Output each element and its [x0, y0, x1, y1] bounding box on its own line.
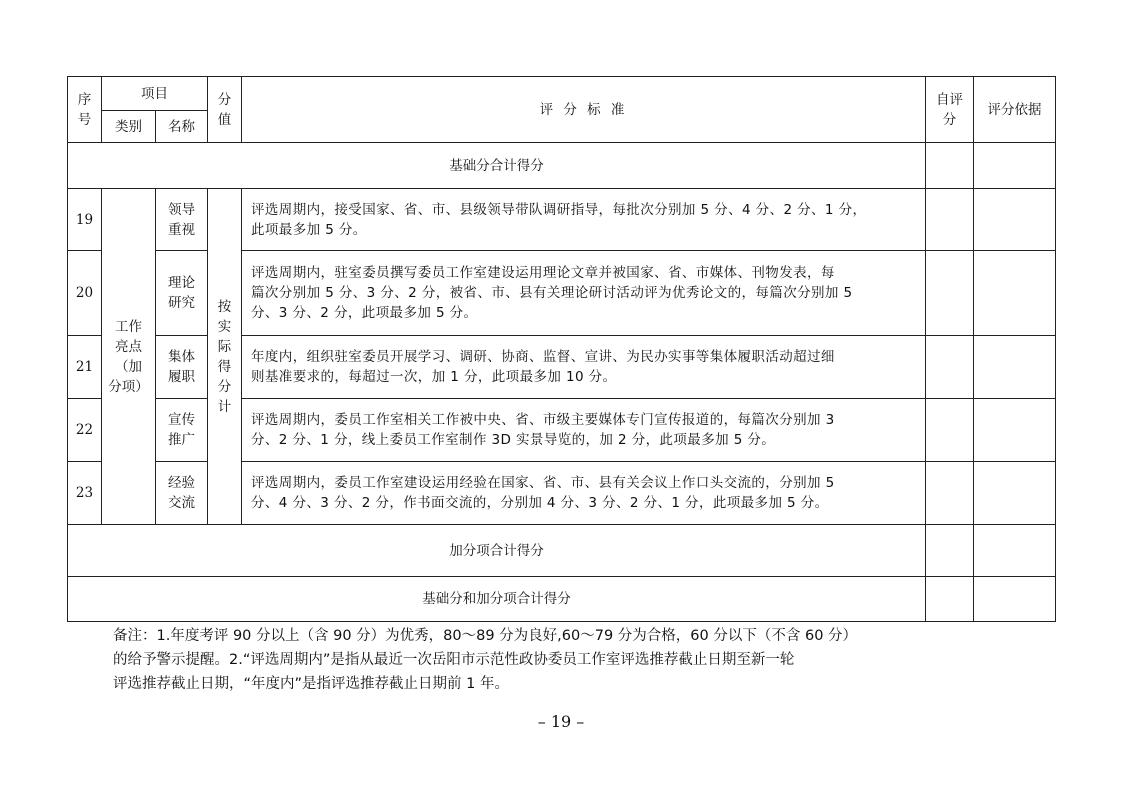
item-name	[156, 189, 208, 251]
item-name-line: 履职	[168, 369, 195, 385]
item-name	[156, 462, 208, 525]
header-seq-line-1: 序	[77, 91, 92, 108]
self-score-cell	[926, 143, 974, 189]
criteria-line: 分、3 分、2 分，此项最多加 5 分。	[251, 305, 478, 321]
header-basis: 评分依据	[974, 77, 1056, 143]
total-label: 基础分和加分项合计得分	[68, 577, 926, 622]
header-seq-line-2: 号	[77, 111, 92, 128]
criteria-line: 则基准要求的，每超过一次，加 1 分，此项最多加 10 分。	[251, 369, 617, 385]
row-number: 19	[68, 189, 102, 251]
header-score	[208, 77, 242, 143]
score-by-actual	[208, 189, 242, 525]
remark-line: 备注：1.年度考评 90 分以上（含 90 分）为优秀，80～89 分为良好,60～79 分为合格，60 分以下（不含 60 分）	[113, 628, 858, 644]
basis-cell	[974, 143, 1056, 189]
item-name	[156, 251, 208, 336]
subtotal-bonus-label: 加分项合计得分	[68, 525, 926, 577]
remark-line: 的给予警示提醒。2.“评选周期内”是指从最近一次岳阳市示范性政协委员工作室评选推荐截止日期至新一轮	[113, 652, 795, 668]
header-self-score-line-2: 分	[942, 111, 957, 128]
criteria-cell	[242, 462, 926, 525]
category-line: （加	[115, 358, 142, 375]
item-name	[156, 399, 208, 462]
row-number: 23	[68, 462, 102, 525]
category-line: 亮点	[115, 338, 142, 355]
criteria-cell	[242, 251, 926, 336]
criteria-cell	[242, 336, 926, 399]
item-name-line: 重视	[168, 221, 195, 238]
item-name-line: 集体	[168, 349, 195, 365]
self-score-cell	[926, 399, 974, 462]
score-line: 得	[217, 358, 232, 375]
remarks	[113, 624, 1033, 696]
category-line: 工作	[115, 318, 142, 335]
basis-cell	[974, 336, 1056, 399]
header-self-score	[926, 77, 974, 143]
basis-cell	[974, 462, 1056, 525]
remark-line: 评选推荐截止日期，“年度内”是指评选推荐截止日期前 1 年。	[113, 676, 509, 692]
criteria-line: 此项最多加 5 分。	[251, 221, 367, 238]
item-name-line: 经验	[168, 475, 195, 491]
criteria-line: 评选周期内，接受国家、省、市、县级领导带队调研指导，每批次分别加 5 分、4 分、2 分、1 分，	[251, 201, 867, 218]
criteria-cell	[242, 189, 926, 251]
basis-cell	[974, 251, 1056, 336]
criteria-line: 年度内，组织驻室委员开展学习、调研、协商、监督、宣讲、为民办实事等集体履职活动超过细	[251, 349, 835, 365]
criteria-line: 分、2 分、1 分，线上委员工作室制作 3D 实景导览的，加 2 分，此项最多加 5 分。	[251, 432, 776, 448]
item-name	[156, 336, 208, 399]
score-line: 按	[217, 298, 232, 315]
criteria-line: 篇次分别加 5 分、3 分、2 分，被省、市、县有关理论研讨活动评为优秀论文的，每篇次分别加 5	[251, 285, 853, 301]
header-score-line-1: 分	[217, 91, 232, 108]
self-score-cell	[926, 577, 974, 622]
row-number: 20	[68, 251, 102, 336]
header-criteria: 评 分 标 准	[242, 77, 926, 143]
item-name-line: 理论	[168, 275, 195, 291]
basis-cell	[974, 189, 1056, 251]
scoring-table	[67, 76, 1056, 622]
score-line: 分	[217, 378, 232, 395]
header-item: 项目	[102, 77, 208, 111]
subtotal-basic-label: 基础分合计得分	[68, 143, 926, 189]
score-line: 计	[217, 398, 232, 415]
basis-cell	[974, 399, 1056, 462]
header-name: 名称	[156, 111, 208, 143]
header-self-score-line-1: 自评	[936, 91, 963, 108]
basis-cell	[974, 577, 1056, 622]
criteria-cell	[242, 399, 926, 462]
item-name-line: 宣传	[168, 412, 195, 428]
criteria-line: 评选周期内，委员工作室相关工作被中央、省、市级主要媒体专门宣传报道的，每篇次分别加 3	[251, 412, 835, 428]
header-score-line-2: 值	[217, 111, 232, 128]
criteria-line: 分、4 分、3 分、2 分，作书面交流的，分别加 4 分、3 分、2 分、1 分，此项最多加 5 分。	[251, 495, 829, 511]
item-name-line: 交流	[168, 495, 195, 511]
row-number: 22	[68, 399, 102, 462]
item-name-line: 研究	[168, 295, 195, 311]
header-category: 类别	[102, 111, 156, 143]
category-line: 分项）	[108, 378, 149, 395]
row-number: 21	[68, 336, 102, 399]
page-number: – 19 –	[537, 712, 585, 731]
header-seq	[68, 77, 102, 143]
criteria-line: 评选周期内，驻室委员撰写委员工作室建设运用理论文章并被国家、省、市媒体、刊物发表，每	[251, 265, 835, 281]
score-line: 实	[217, 318, 232, 335]
self-score-cell	[926, 189, 974, 251]
item-name-line: 领导	[168, 201, 195, 218]
self-score-cell	[926, 525, 974, 577]
criteria-line: 评选周期内，委员工作室建设运用经验在国家、省、市、县有关会议上作口头交流的，分别加 5	[251, 475, 835, 491]
self-score-cell	[926, 251, 974, 336]
score-line: 际	[217, 338, 232, 355]
self-score-cell	[926, 336, 974, 399]
category-bonus	[102, 189, 156, 525]
item-name-line: 推广	[168, 432, 195, 448]
table-row	[68, 189, 1056, 251]
basis-cell	[974, 525, 1056, 577]
self-score-cell	[926, 462, 974, 525]
